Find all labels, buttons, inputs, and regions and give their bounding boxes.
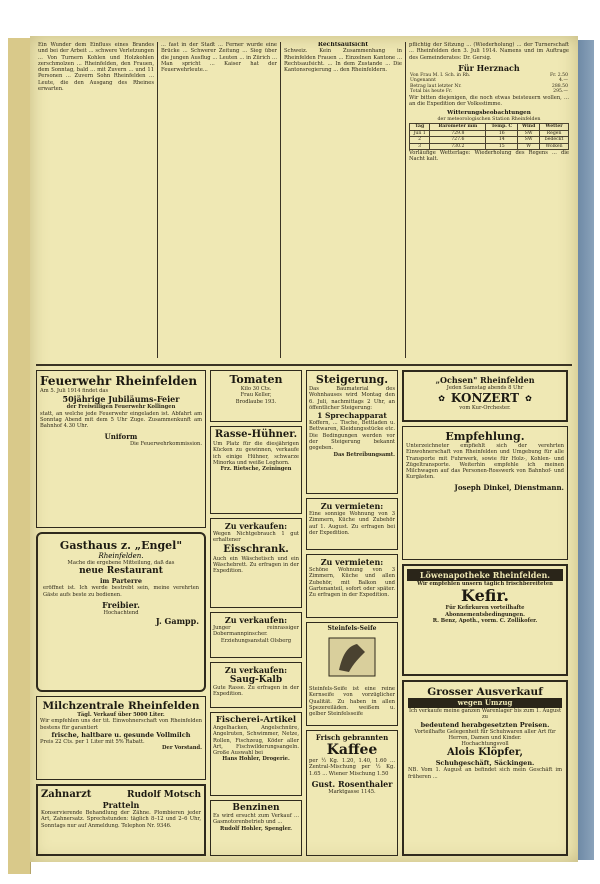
column-divider [405, 42, 406, 358]
ad-title: Grosser Ausverkauf [427, 686, 543, 698]
ad-title: Empfehlung. [445, 430, 525, 443]
ad-title: Zu verkaufen: [224, 665, 288, 675]
ad-text: Um Platz für die diesjährigen Kücken zu gewinnen, verkaufe ich einige Hühner, schwarze Minorka und weiße Leghorn. [213, 441, 299, 466]
ad-title: Zu verkaufen: [224, 521, 288, 531]
ad-headline: 1 Sprechapparat [317, 411, 387, 421]
ad-signature: Frz. Rietsche, Zeiningen [220, 466, 292, 473]
ad-signature: R. Benz, Apoth., vorm. C. Zollikofer. [432, 617, 538, 624]
soap-illustration [309, 632, 395, 682]
column-divider [280, 42, 281, 358]
ad-title: Löwenapotheke Rheinfelden. [407, 569, 563, 581]
ad-title: Steinfels-Seife [327, 625, 377, 632]
weather-forecast: Vorläufige Wetterlage: Wiederholung des Regens ... die Nacht kalt. [409, 150, 569, 163]
ad-text: eröffnet ist. Ich werde bestrebt sein, meine verehrten Gäste aufs beste zu bedienen. [43, 585, 199, 598]
ad-text: Wir empfehlen uns der tit. Einwohnerschaft von Rheinfelden bestens für garantiert [40, 718, 202, 731]
ad-saugkalb [210, 662, 302, 708]
ad-title: Tomaten [229, 373, 283, 386]
donation-note: Wir bitten diejenigen, die noch etwas beisteuern wollen, ... an die Expedition der Volksstimme. [409, 94, 569, 108]
article-text: Ein Wunder dem Einfluss eines Brandes und bei der Arbeit ... schwere Verletzungen ... Von Turnern Kohlen und Holzkohlen zerschmolzen ... Rheinfelden, den Frauen, dem Sonntag, bald ... mit Zuvern ... und 11 Personen ... Zuvern Sohn Rheinfelden ... Leute, die den Ausgang des Rheines erwarten. [38, 42, 154, 93]
ad-milchzentrale [36, 696, 206, 780]
donation-list [409, 73, 569, 95]
donation-row: Von Frau M. I. Sch. in Rh. Fr. 2.50 [410, 72, 568, 78]
ad-text: Koffern, ... Tische, Bettladen u. Bettwaren, Kleidungsstücke etc. Die Bedingungen werden vor der Steigerung bekannt gegeben. [309, 420, 395, 452]
article-text: Schweiz. Kein Zusammenhang in Rheinfelden Frauen ... Einzelnen Kantone ... Rechtsaufsicht. ... In dem Zustande ... Die Kantonsregierung ... den Rheinfeldern. [284, 48, 402, 74]
ad-headline: bedeutend herabgesetzten Preisen. [420, 720, 550, 729]
article-text: ... fast in der Stadt ... Ferner wurde eine Brücke ... Schwerer Zeitung ... Sieg über die jungen Ausflug ... Leuten ... in Zürich ... Man spricht ... Kaiser hat der Feuerwehrleute... [161, 42, 277, 74]
ad-text: Tägl. Verkauf über 5000 Liter. [77, 712, 165, 718]
ad-title: Feuerwehr Rheinfelden [40, 374, 198, 388]
column-divider [157, 42, 158, 358]
ad-text: Für Kefirkuren vorteilhafte Abonnementsbedingungen. [445, 605, 525, 618]
weather-header: Wetter [540, 124, 569, 131]
ad-text: per ½ Kg. 1.20, 1.40, 1.60 ... Zentral-Mischung per ½ Kg. 1.65 ... Wiener Mischung 1.50 [309, 758, 395, 777]
weather-header: Temp. C [486, 124, 518, 131]
ad-empfehlung [402, 426, 568, 560]
ad-eisschrank [210, 518, 302, 608]
ad-text: Wegen Nichtgebrauch 1 gut erhaltener [213, 531, 299, 544]
ad-text: Hochachtend [103, 609, 139, 616]
ad-text: Preis 22 Cts. per 1 Liter mit 5% Rabatt. [40, 738, 145, 745]
ad-title: Zahnarzt [41, 789, 92, 800]
ad-text: Unterzeichneter empfiehlt sich der verehrten Einwohnerschaft von Rheinfelden und Umgebung für alle Transporte mit Fuhrwerk, sowie für Holz-, Kohlen- und Zügeltransporte. Weiterhin empfehle ich meinen Milchwagen auf das Personen-Rosswerk von Bahnhof- und Kurgästen. [406, 443, 564, 481]
ad-title: „Ochsen" Rheinfelden [435, 375, 535, 385]
ad-text: Am 5. Juli 1914 findet das [40, 388, 109, 394]
weather-header: Wind [518, 124, 540, 131]
ad-title: Benzinen [232, 803, 280, 813]
ad-signature: Hans Hohler, Drogerie. [222, 756, 290, 763]
ad-text: Uniform [104, 432, 138, 442]
ad-vermieten-1 [306, 498, 398, 550]
ad-title: Zu vermieten: [320, 557, 384, 567]
ad-text: Schöne Wohnung von 3 Zimmern, Küche und allen Zubehör, mit Balkon und Gartenanteil, sofort oder später. Zu erfragen in der Expedition. [309, 567, 395, 599]
ad-zahnarzt [36, 784, 206, 856]
weather-header: Barometer mm [430, 124, 486, 131]
ad-benzin [210, 800, 302, 856]
ad-text: Kilo 30 Cts. [240, 386, 272, 392]
ad-title: Zu verkaufen: [224, 615, 288, 625]
ad-signature: Rudolf Hohler, Spengler. [220, 825, 292, 832]
donation-row: Total bis heute Fr. 295.— [410, 89, 568, 95]
ad-text: Angelhacken, Angelschnüre, Angelruten, Schwimmer, Netze, Rollen, Fischzeug, Köder aller Art, Fischwilderungsangeln. Große Auswahl bei [213, 725, 299, 757]
ad-signature: Joseph Dinkel, Dienstmann. [454, 482, 564, 492]
ad-gasthaus-engel [36, 532, 206, 692]
page-stack-edge [578, 40, 594, 860]
ad-signature: Alois Klöpfer, [447, 747, 523, 759]
ad-text: Junger reinrassiger Dobermannpinscher. [213, 625, 299, 638]
ad-text: NB. Vom 1. August an befindet sich mein Geschäft im früheren ... [408, 767, 562, 780]
ad-text: wegen Umzug [408, 698, 562, 708]
ad-headline: 50jährige Jubiläums-Feier [62, 394, 180, 405]
ad-title: Gasthaus z. „Engel" [59, 539, 183, 552]
weather-title: Witterungsbeobachtungen [447, 110, 531, 117]
ad-text: Ich verkaufe meine ganzen Warenlager bis zum 1. August zu [408, 708, 562, 721]
ad-rasse-huehner [210, 426, 302, 514]
ad-title: Milchzentrale Rheinfelden [42, 700, 200, 712]
article-column-3 [284, 42, 402, 358]
ad-text: Das Baumaterial des Wohnhauses wird Montag den 6. Juli, nachmittags 2 Uhr, an öffentlicher Steigerung: [309, 386, 395, 411]
ad-steinfels-seife [306, 622, 398, 726]
ad-headline: Rudolf Motsch [127, 790, 201, 800]
ad-text: Wir empfehlen unsern täglich frischbereiteten [417, 581, 553, 587]
ornament-icon: ✿ [438, 393, 445, 403]
left-page-edge [8, 38, 31, 874]
ad-title: Zu vermieten: [320, 501, 384, 511]
article-column-2 [161, 42, 277, 358]
ad-fischerei [210, 712, 302, 796]
ad-text: Mache die ergebene Mitteilung, daß das [67, 560, 175, 566]
article-column-1 [38, 42, 154, 358]
ad-headline: Eisschrank. [223, 543, 289, 555]
weather-header: Tag [410, 124, 430, 131]
ad-signature: J. Gampp. [155, 616, 199, 627]
ad-text: Schuhgeschäft, Säckingen. [435, 759, 535, 768]
ad-text: Steinfels-Seife ist eine reine Kernseife von vorzüglicher Qualität. Zu haben in allen Spezereiläden. weißem u. gelber Steinfelsseife [309, 686, 395, 718]
ad-signature: Das Betreibungsamt. [333, 451, 395, 458]
weather-table [409, 123, 569, 150]
ad-text: statt, an welche jede Feuerwehr eingeladen ist. Abfahrt am Sonntag Abend mit dem 5 Uhr Zuge. Zusammenkunft am Bahnhof 4.30 Uhr. [40, 410, 202, 430]
ad-text: Konservierende Behandlung der Zähne. Plombieren jeder Art, Zahnersatz. Sprechstunden: täglich 8–12 und 2–6 Uhr, Sonntags nur auf Anmeldung. Telephon Nr. 9346. [41, 810, 201, 829]
ad-text: vom Kur-Orchester. [459, 405, 511, 412]
donation-row: Betrag laut letzter Nr. 288.50 [410, 83, 568, 89]
ad-title: Rasse-Hühner. [214, 429, 298, 440]
ad-text: Hochachtungsvoll [461, 741, 509, 748]
article-heading: Rechtsaufsicht [317, 42, 369, 48]
ad-title: Fischerei-Artikel [215, 715, 297, 725]
ad-text: Vorteilhafte Gelegenheit für Schuhwaren aller Art für Herren, Damen und Kinder. [414, 728, 556, 741]
ad-text: Eine sonnige Wohnung von 3 Zimmern, Küche und Zubehör auf 1. August. Zu erfragen bei der Expedition. [309, 511, 395, 536]
ad-ausverkauf [402, 680, 568, 856]
ad-text: Marktgasse 1145. [328, 788, 376, 795]
ad-text: Frau Keller, [240, 392, 272, 399]
book [8, 10, 592, 874]
ad-text: Rheinfelden. [98, 552, 144, 560]
ad-title: Kaffee [326, 742, 378, 758]
ad-text: Auch ein Wäschetisch und ein Wäschebrett. Zu erfragen in der Expedition. [213, 555, 299, 575]
ad-ochsen-konzert [402, 370, 568, 422]
ad-signature: Die Feuerwehrkommission. [129, 441, 202, 448]
section-divider [36, 364, 572, 366]
ad-text: Frisch gebrannten [315, 733, 389, 742]
ornament-icon: ✿ [525, 393, 532, 403]
herznach-title: Für Herznach [458, 62, 520, 73]
ad-signature: Erziehungsanstalt Olsberg [220, 637, 292, 644]
article-text: pflichtig der Sitzung ... (Wiederholung) ... der Turnerschaft ... Rheinfelden den 3. Juli 1914. Namens und im Auftrage des Gemeinderates: Dr. Gersig. [409, 42, 569, 61]
ad-text: im Parterre [99, 577, 143, 586]
ad-loewenapotheke [402, 564, 568, 676]
ad-text: Freibier. [102, 599, 140, 610]
weather-row: Juli 1 729.8 16 SW Regen [410, 130, 569, 137]
ad-text: Pratteln [102, 800, 140, 810]
ad-steigerung [306, 370, 398, 494]
ad-hund [210, 612, 302, 658]
ad-tomaten [210, 370, 302, 422]
ad-headline: Kefir. [461, 586, 509, 606]
donation-row: Ungenannt 4.— [410, 78, 568, 84]
ad-text: Jeden Samstag abends 8 Uhr [446, 385, 524, 391]
ad-vermieten-2 [306, 554, 398, 618]
ad-text: der Freiwilligen Feuerwehr Kollingen [66, 404, 176, 411]
ad-text: Es wird ersucht zum Verkauf ... Gasmotorenbetrieb und ... [213, 813, 299, 826]
ad-text: Brodlaube 193. [235, 398, 277, 405]
article-column-4 [409, 42, 569, 358]
ad-kaffee [306, 730, 398, 856]
ad-title: Steigerung. [315, 373, 389, 386]
ad-signature: Gust. Rosenthaler [311, 778, 393, 789]
ad-headline: KONZERT [450, 391, 520, 406]
ad-signature: Der Vorstand. [162, 745, 202, 752]
ad-headline: frische, haltbare u. gesunde Vollmilch [51, 730, 191, 739]
ad-headline: Saug-Kalb [229, 675, 283, 685]
newspaper-page [30, 36, 578, 862]
weather-subtitle: der meteorologischen Station Rheinfelden [437, 116, 541, 122]
weather-row: 3 730.2 15 W Wolken [410, 143, 569, 150]
ad-headline: neue Restaurant [79, 566, 163, 577]
ad-text: Gute Rasse. Zu erfragen in der Expedition. [213, 685, 299, 698]
weather-row: 2 727.6 14 SW bedeckt [410, 137, 569, 144]
ad-feuerwehr [36, 370, 206, 528]
